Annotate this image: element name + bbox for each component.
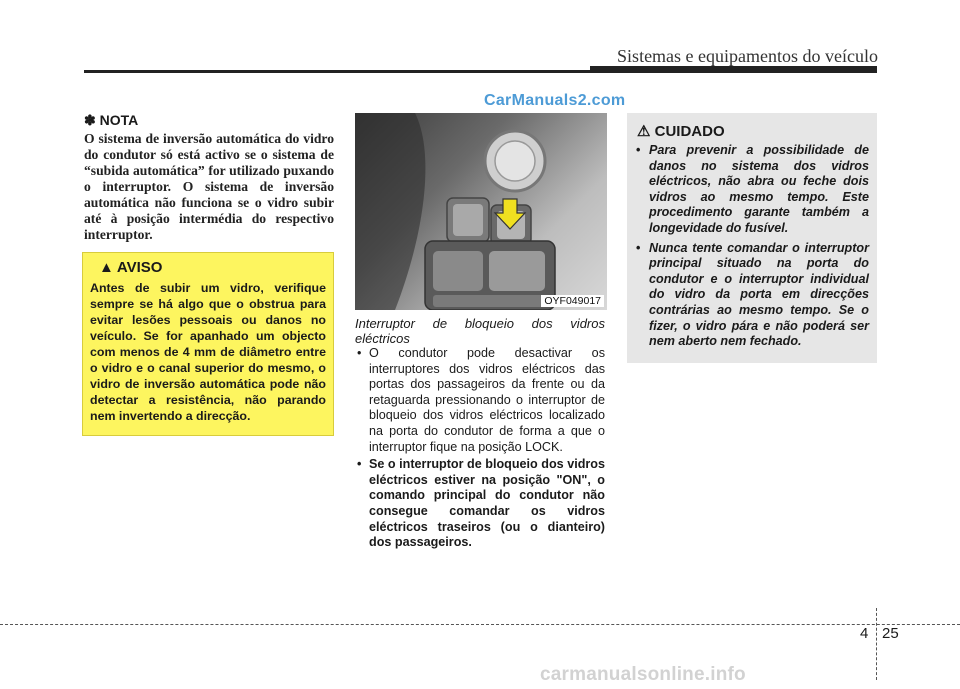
nota-title: ✽ NOTA <box>84 112 139 128</box>
cuidado-item: • Nunca tente comandar o interruptor principal situado na porta do condutor e o interruptor individual do vidro da porta em direcções contrárias ao mesmo tempo. Se o fizer, o vidro pára e não poderá ser nem aberto nem fechado. <box>635 241 869 350</box>
aviso-text: Antes de subir um vidro, verifique sempre se há algo que o obstrua para evitar lesões pessoais ou danos no veículo. Se for apanhado um objecto com menos de 4 mm de diâmetro entre o vidro e o canal superior do mesmo, o vidro de inversão automática pode não detectar a resistência, não parando nem invertendo a direcção. <box>90 281 326 423</box>
bullet-list <box>355 346 605 553</box>
footer-divider <box>876 608 877 680</box>
aviso-title: AVISO <box>116 259 163 276</box>
watermark-carmanuals: CarManuals2.com <box>484 92 626 109</box>
aviso-warning-box <box>82 252 334 436</box>
aviso-heading <box>99 259 162 276</box>
warning-triangle-icon: ▲ <box>99 259 114 276</box>
footer-rule <box>0 624 960 625</box>
cuidado-title: CUIDADO <box>654 123 725 140</box>
section-title: Sistemas e equipamentos do veículo <box>617 46 878 66</box>
window-switch-photo <box>355 113 607 310</box>
cuidado-caution-box <box>627 113 877 363</box>
cuidado-item: • Para prevenir a possibilidade de danos no sistema dos vidros eléctricos, não abra ou feche dois vidros ao mesmo tempo. Este procedimento garante também a longevidade do fusível. <box>635 143 869 237</box>
chapter-number: 4 <box>860 625 869 642</box>
page-number: 25 <box>882 625 899 642</box>
figure-code: OYF049017 <box>541 295 604 307</box>
window-switch-illustration <box>355 113 607 310</box>
nota-text: O sistema de inversão automática do vidro do condutor só está activo se o sistema de “subida automática” for utilizado puxando o interruptor. O sistema de inversão automática não funciona se o vidro subir até à posição intermédia do respectivo interruptor. <box>84 131 334 242</box>
site-watermark: carmanualsonline.info <box>540 664 746 685</box>
caution-triangle-icon: ⚠ <box>637 123 651 140</box>
bullet-item: • O condutor pode desactivar os interruptores dos vidros eléctricos das portas dos passageiros da frente ou da retaguarda pressionando o interruptor de bloqueio dos vidros eléctricos localizado na porta do condutor de forma a que o interruptor fique na posição LOCK. <box>355 346 605 455</box>
cuidado-heading <box>637 122 725 140</box>
bullet-item: • Se o interruptor de bloqueio dos vidros eléctricos estiver na posição "ON", o comando principal do condutor não consegue comandar os vidros eléctricos traseiros (ou o dianteiro) dos passageiros. <box>355 457 605 551</box>
figure-caption: Interruptor de bloqueio dos vidros eléctricos <box>355 316 605 346</box>
cuidado-list <box>635 143 869 354</box>
header-rule <box>84 70 877 73</box>
